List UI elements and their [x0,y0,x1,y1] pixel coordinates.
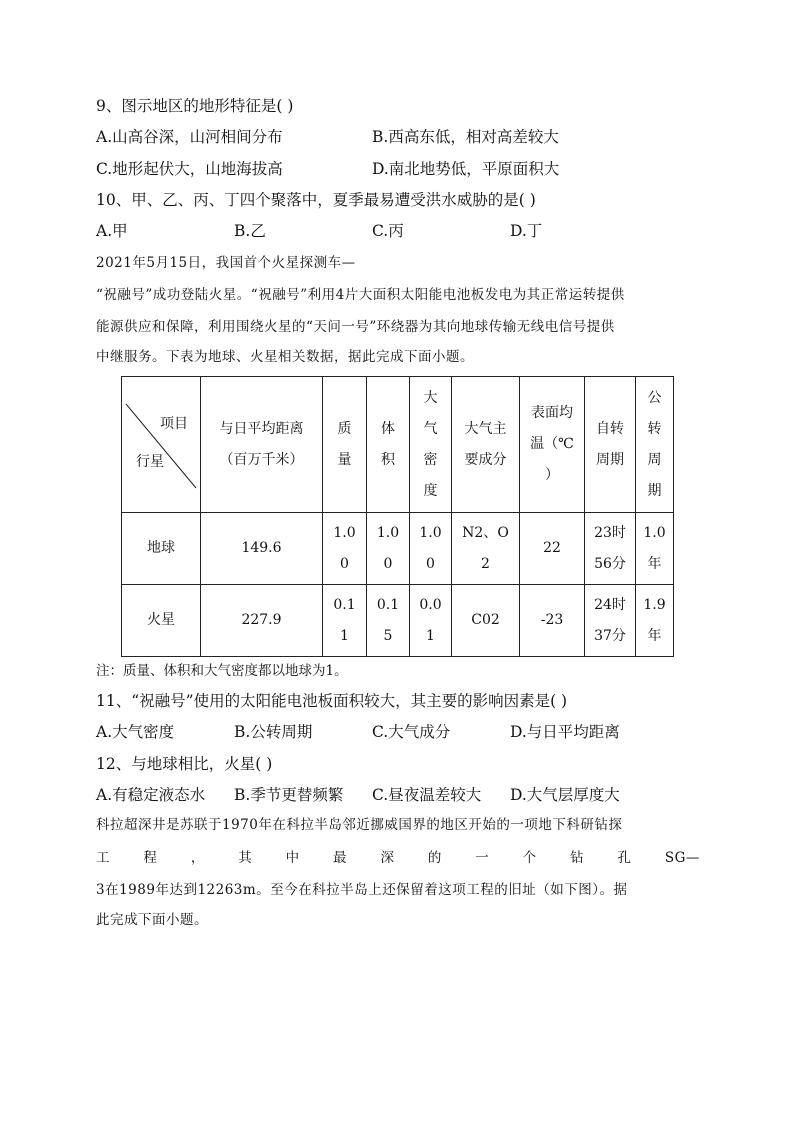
corner-label-item: 项目 [160,415,188,432]
q9-option-c: C.地形起伏大，山地海拔高 [96,160,283,178]
header-volume: 体 积 [367,377,410,513]
table-cell: 149.6 [201,513,323,585]
q11-option-d: D.与日平均距离 [510,723,620,741]
q10-option-b: B.乙 [234,222,266,240]
diagonal-divider [122,378,200,512]
table-cell: 24时 37分 [585,585,636,657]
table-row [122,513,674,585]
header-rotation: 自转 周期 [585,377,636,513]
q12-option-b: B.季节更替频繁 [234,786,344,804]
q9-option-a: A.山高谷深，山河相间分布 [96,128,283,146]
header-surface-temp: 表面均 温（℃ ） [520,377,585,513]
table-cell: N2、O 2 [452,513,520,585]
header-distance: 与日平均距离 （百万千米） [201,377,323,513]
q12-option-d: D.大气层厚度大 [510,786,620,804]
header-atmo-composition: 大气主 要成分 [452,377,520,513]
corner-label-planet: 行星 [136,453,164,470]
header-mass: 质 量 [323,377,367,513]
q10-stem: 10、甲、乙、丙、丁四个聚落中，夏季最易遭受洪水威胁的是( ) [96,191,536,209]
table-cell: C02 [452,585,520,657]
table-cell: 0.0 1 [410,585,452,657]
passage1-line-2: “祝融号”成功登陆火星。“祝融号”利用4片大面积太阳能电池板发电为其正常运转提供 [96,287,625,303]
table-header-row [122,377,674,513]
header-atmo-density: 大 气 密 度 [410,377,452,513]
passage1-line-1: 2021年5月15日，我国首个火星探测车— [96,255,356,271]
q10-option-a: A.甲 [96,222,128,240]
table-cell: -23 [520,585,585,657]
q10-option-c: C.丙 [372,222,404,240]
q12-stem: 12、与地球相比，火星( ) [96,755,273,773]
passage1-line-4: 中继服务。下表为地球、火星相关数据，据此完成下面小题。 [96,349,474,365]
passage2-line-4: 此完成下面小题。 [96,912,208,928]
table-cell: 1.0 0 [367,513,410,585]
passage1-line-3: 能源供应和保障，利用围绕火星的“天问一号”环绕器为其向地球传输无线电信号提供 [96,319,615,335]
passage2-line-3: 3在1989年达到12263m。至今在科拉半岛上还保留着这项工程的旧址（如下图）。据 [96,882,628,898]
q11-option-b: B.公转周期 [234,723,313,741]
table-cell: 22 [520,513,585,585]
q9-stem: 9、图示地区的地形特征是( ) [96,97,294,115]
q9-option-b: B.西高东低，相对高差较大 [372,128,559,146]
q11-option-a: A.大气密度 [96,723,175,741]
table-cell: 23时 56分 [585,513,636,585]
q11-stem: 11、“祝融号”使用的太阳能电池板面积较大，其主要的影响因素是( ) [96,692,568,710]
passage2-line-2: 工 程 ， 其 中 最 深 的 一 个 钻 孔 SG— [96,850,700,866]
q10-option-d: D.丁 [510,222,543,240]
table-cell: 1.0 年 [636,513,674,585]
table-note: 注：质量、体积和大气密度都以地球为1。 [96,663,348,679]
passage2-line-1: 科拉超深井是苏联于1970年在科拉半岛邻近挪威国界的地区开始的一项地下科研钻探 [96,817,623,833]
table-row [122,585,674,657]
table-cell: 227.9 [201,585,323,657]
table-cell: 1.9 年 [636,585,674,657]
table-corner-cell [122,377,201,513]
q11-option-c: C.大气成分 [372,723,451,741]
planet-name: 地球 [122,513,201,585]
table-cell: 0.1 5 [367,585,410,657]
table-cell: 0.1 1 [323,585,367,657]
table-cell: 1.0 0 [323,513,367,585]
planet-name: 火星 [122,585,201,657]
q12-option-c: C.昼夜温差较大 [372,786,482,804]
planet-data-table [121,376,674,657]
q12-option-a: A.有稳定液态水 [96,786,206,804]
q9-option-d: D.南北地势低，平原面积大 [372,160,560,178]
table-cell: 1.0 0 [410,513,452,585]
header-revolution: 公 转 周 期 [636,377,674,513]
